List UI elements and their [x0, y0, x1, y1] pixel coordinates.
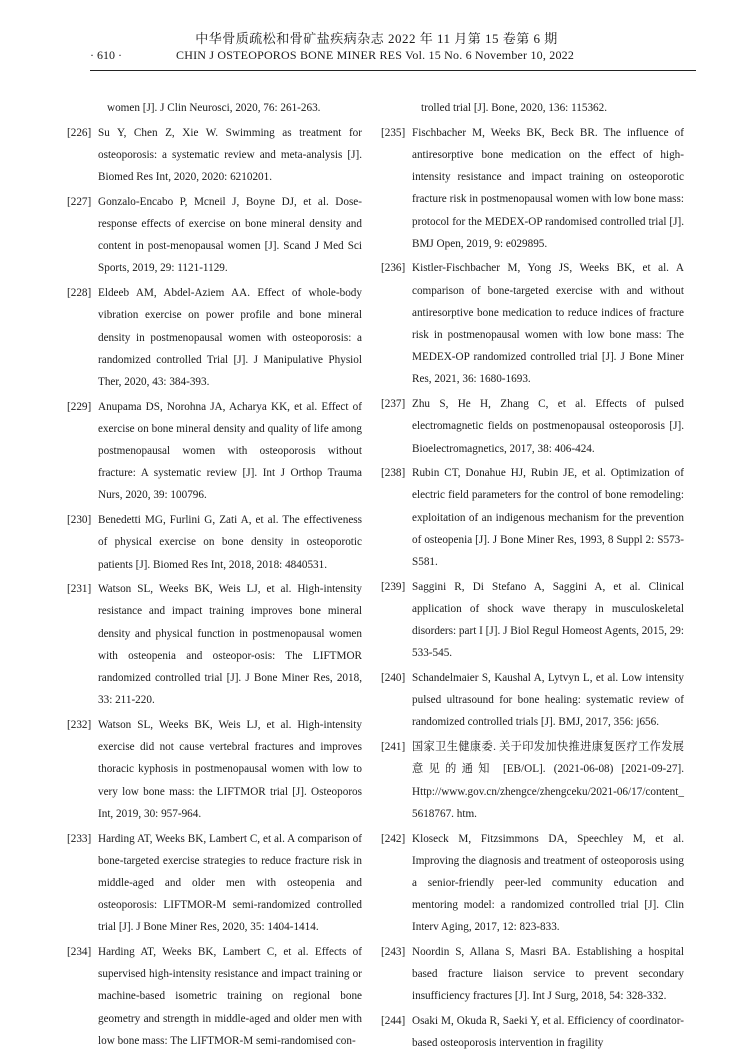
reference-text: Watson SL, Weeks BK, Weis LJ, et al. High-intensity exercise did not cause vertebral fractures and improves thoracic kyphosis in postmenopausal women with low to very low bone mass: the LIFTMOR trial [J]. Osteoporos Int, 2019, 30: 957-964. — [98, 718, 362, 820]
reference-number: [242] — [381, 832, 406, 845]
reference-number: [239] — [381, 580, 406, 593]
reference-entry — [381, 1010, 684, 1054]
reference-text: Gonzalo-Encabo P, Mcneil J, Boyne DJ, et al. Dose-response effects of exercise on bone mineral density and content in post-menopausal women [J]. Scand J Med Sci Sports, 2019, 29: 1121-1129. — [98, 195, 362, 275]
reference-number: [243] — [381, 946, 406, 959]
reference-entry — [67, 578, 362, 711]
reference-text: Kloseck M, Fitzsimmons DA, Speechley M, et al. Improving the diagnosis and treatment of osteoporosis using a senior-friendly peer-led community education and mentoring model: a randomized controlled trial [J]. Clin Interv Aging, 2017, 12: 823-833. — [412, 832, 684, 934]
reference-entry — [67, 828, 362, 939]
reference-text: Anupama DS, Norohna JA, Acharya KK, et al. Effect of exercise on bone mineral density and quality of life among postmenopausal women with osteoporosis without fracture: A systematic review [J]. Int J Orthop Trauma Nurs, 2020, 39: 100796. — [98, 400, 362, 502]
reference-entry — [381, 941, 684, 1008]
reference-text: Noordin S, Allana S, Masri BA. Establishing a hospital based fracture liaison service to prevent secondary insufficiency fractures [J]. Int J Surg, 2018, 54: 328-332. — [412, 946, 684, 1003]
reference-entry — [381, 828, 684, 939]
reference-text: trolled trial [J]. Bone, 2020, 136: 115362. — [421, 102, 608, 114]
reference-text: Watson SL, Weeks BK, Weis LJ, et al. High-intensity resistance and impact training improves bone mineral density and physical function in postmenopausal women with osteopenia and osteopor-osis: The LIFTMOR randomized controlled trial [J]. J Bone Miner Res, 2018, 33: 211-220. — [98, 583, 362, 707]
reference-text: Kistler-Fischbacher M, Yong JS, Weeks BK, et al. A comparison of bone-targeted exercise with and without antiresorptive bone medication to reduce indices of fracture risk in postmenopausal women with low bone mass: The MEDEX-OP randomized controlled trial [J]. J Bone Miner Res, 2021, 36: 1680-1693. — [412, 262, 684, 386]
reference-text: Su Y, Chen Z, Xie W. Swimming as treatment for osteoporosis: a systematic review and meta-analysis [J]. Biomed Res Int, 2020, 2020: 6210201. — [98, 126, 362, 184]
reference-entry — [67, 396, 362, 507]
reference-entry — [67, 509, 362, 576]
reference-entry — [381, 667, 684, 734]
reference-text: Benedetti MG, Furlini G, Zati A, et al. The effectiveness of physical exercise on bone density in osteoporotic patients [J]. Biomed Res Int, 2018, 2018: 4840531. — [98, 514, 362, 571]
reference-number: [241] — [381, 741, 406, 754]
reference-entry — [381, 576, 684, 665]
reference-number: [236] — [381, 262, 406, 275]
reference-number: [229] — [67, 400, 92, 413]
reference-text: Schandelmaier S, Kaushal A, Lytvyn L, et al. Low intensity pulsed ultrasound for bone healing: systematic review of randomized controlled trials [J]. BMJ, 2017, 356: j656. — [412, 672, 684, 729]
reference-entry — [67, 714, 362, 825]
reference-entry — [381, 257, 684, 390]
reference-continuation — [70, 97, 362, 119]
reference-text: women [J]. J Clin Neurosci, 2020, 76: 261-263. — [107, 102, 321, 114]
reference-number: [237] — [381, 398, 406, 411]
reference-number: [235] — [381, 126, 406, 139]
reference-text: Osaki M, Okuda R, Saeki Y, et al. Efficiency of coordinator-based osteoporosis intervention in fragility — [412, 1015, 684, 1050]
header-divider — [90, 70, 696, 71]
reference-entry — [381, 122, 684, 255]
reference-text: Rubin CT, Donahue HJ, Rubin JE, et al. Optimization of electric field parameters for the control of bone remodeling: exploitation of an indigenous mechanism for the prevention of osteopenia [J]. J Bone Miner Res, 1993, 8 Suppl 2: S573-S581. — [412, 467, 684, 569]
reference-number: [240] — [381, 672, 406, 685]
left-reference-column — [67, 97, 362, 1055]
reference-entry — [67, 282, 362, 393]
reference-entry — [67, 191, 362, 280]
reference-number: [226] — [67, 126, 92, 139]
reference-entry — [67, 941, 362, 1052]
reference-continuation — [384, 97, 684, 119]
reference-number: [233] — [67, 832, 92, 845]
reference-number: [244] — [381, 1015, 406, 1028]
reference-number: [228] — [67, 287, 92, 300]
reference-text: Eldeeb AM, Abdel-Aziem AA. Effect of whole-body vibration exercise on power profile and bone mineral density in postmenopausal women with osteoporosis: a randomized controlled Trial [J]. J Manipulative Physiol Ther, 2020, 43: 384-393. — [98, 287, 362, 388]
reference-text: Harding AT, Weeks BK, Lambert C, et al. A comparison of bone-targeted exercise strategies to reduce fracture risk in middle-aged and older men with osteopenia and osteoporosis: LIFTMOR-M semi-randomized controlled trial [J]. J Bone Miner Res, 2020, 35: 1404-1414. — [98, 832, 362, 934]
reference-number: [232] — [67, 718, 92, 731]
journal-title-chinese: 中华骨质疏松和骨矿盐疾病杂志 2022 年 11 月第 15 卷第 6 期 — [195, 31, 558, 46]
reference-text: 国家卫生健康委. 关于印发加快推进康复医疗工作发展意见的通知 [EB/OL]. (2021-06-08) [2021-09-27]. Http://www.gov.cn/zhengce/zhengceku/2021-06/17/content_ 5618767. htm. — [412, 741, 684, 820]
reference-text: Zhu S, He H, Zhang C, et al. Effects of pulsed electromagnetic fields on postmenopausal osteoporosis [J]. Bioelectromagnetics, 2017, 38: 406-424. — [412, 398, 684, 455]
reference-text: Saggini R, Di Stefano A, Saggini A, et al. Clinical application of shock wave therapy in musculoskeletal disorders: part I [J]. J Biol Regul Homeost Agents, 2015, 29: 533-545. — [412, 580, 684, 660]
reference-entry — [381, 462, 684, 573]
reference-number: [231] — [67, 583, 92, 596]
reference-entry — [381, 393, 684, 460]
reference-number: [238] — [381, 467, 406, 480]
reference-entry — [67, 122, 362, 189]
page-number: · 610 · — [90, 48, 122, 62]
reference-number: [234] — [67, 946, 92, 959]
reference-number: [227] — [67, 195, 92, 208]
reference-text: Harding AT, Weeks BK, Lambert C, et al. Effects of supervised high-intensity resistance and impact training or machine-based isometric training on regional bone geometry and strength in middle-aged and older men with low bone mass: The LIFTMOR-M semi-randomised con- — [98, 946, 362, 1047]
reference-number: [230] — [67, 514, 92, 527]
reference-entry — [381, 736, 684, 825]
journal-header-row — [90, 48, 690, 66]
right-reference-column — [381, 97, 684, 1057]
reference-text: Fischbacher M, Weeks BK, Beck BR. The influence of antiresorptive bone medication on the effect of high-intensity resistance and impact training on osteoporotic fracture risk in postmenopausal women with low bone mass: protocol for the MEDEX-OP randomised controlled trial [J]. BMJ Open, 2019, 9: e029895. — [412, 126, 684, 250]
journal-title-english: CHIN J OSTEOPOROS BONE MINER RES Vol. 15 No. 6 November 10, 2022 — [176, 48, 575, 62]
